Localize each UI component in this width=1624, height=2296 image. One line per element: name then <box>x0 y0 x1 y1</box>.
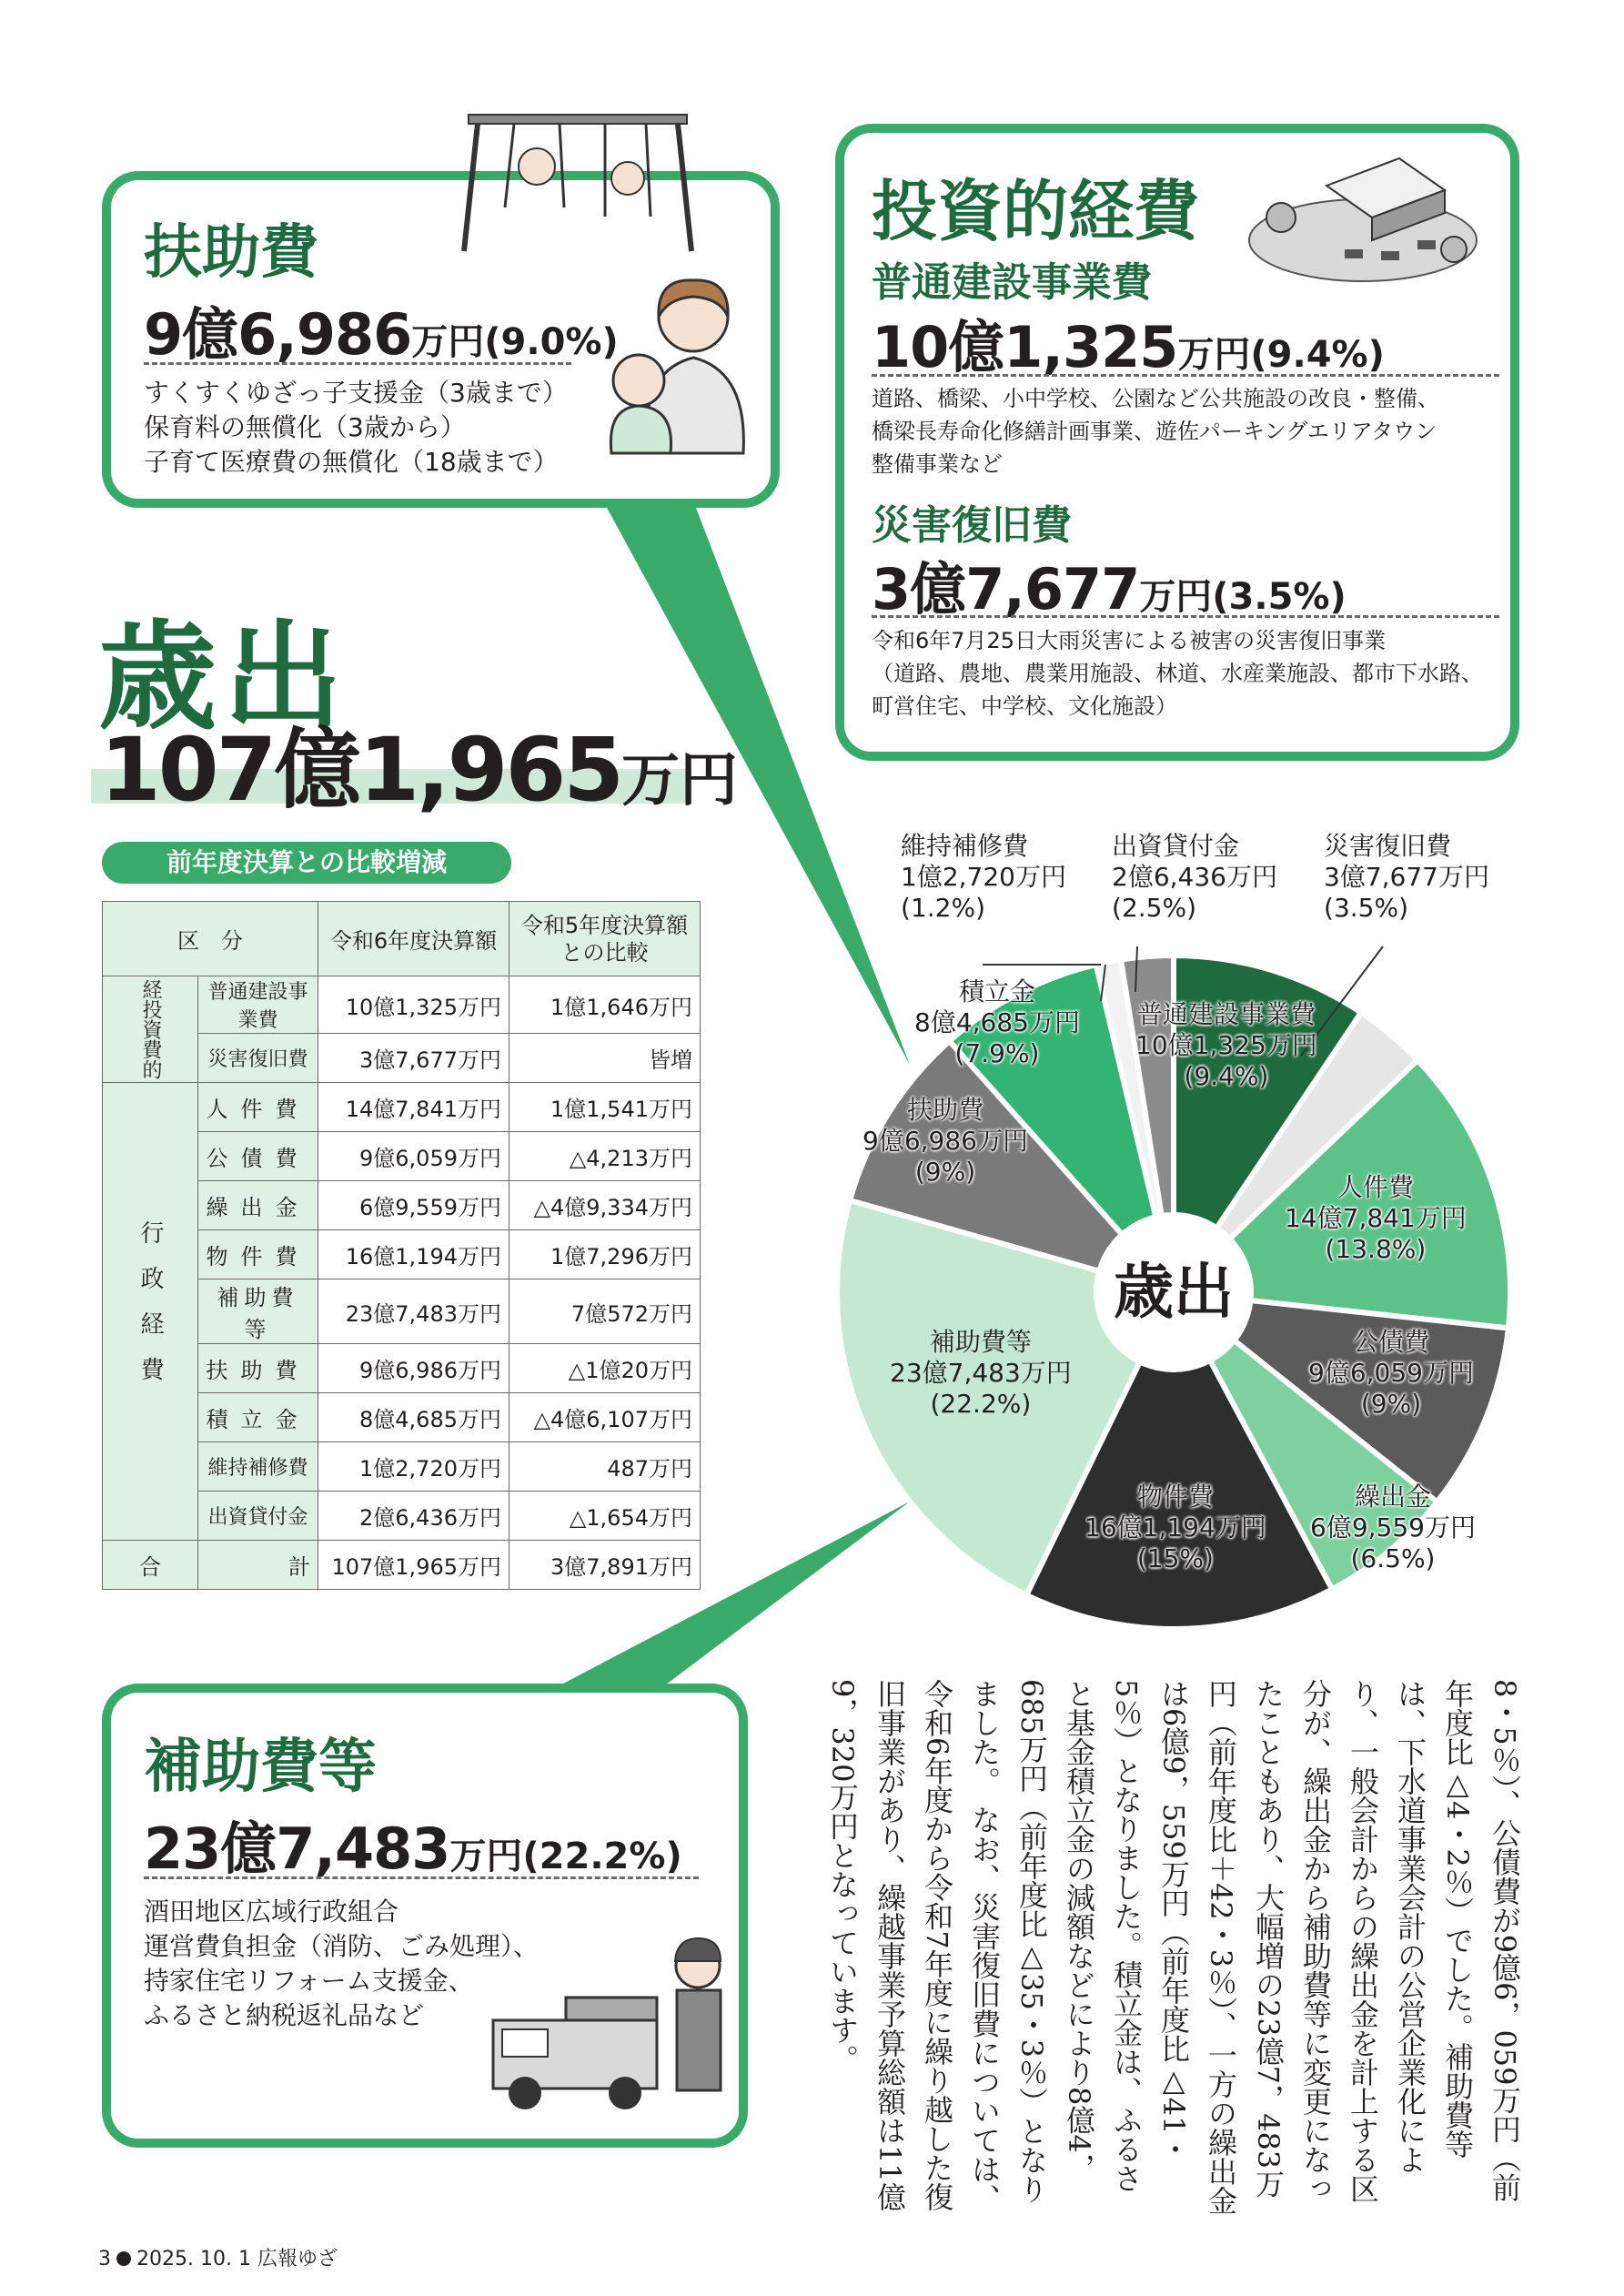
header-r5-compare: 令和5年度決算額との比較 <box>509 902 701 976</box>
swing-illustration <box>459 107 696 253</box>
kensetsu-divider <box>872 374 1499 377</box>
table-total-row: 合 計 107億1,965万円 3億7,891万円 <box>103 1541 701 1590</box>
kensetsu-title: 普通建設事業費 <box>872 259 1152 306</box>
fire-truck-illustration <box>475 1925 739 2129</box>
hojo-callout <box>102 1684 748 2148</box>
table-row: 出資貸付金 2億6,436万円 △1,654万円 <box>103 1492 701 1541</box>
table-row: 災害復旧費 3億7,677万円 皆増 <box>103 1034 701 1083</box>
table-title: 前年度決算との比較増減 <box>102 842 511 884</box>
fuzyo-divider <box>144 362 571 365</box>
table-row: 補助費等 23億7,483万円 7億572万円 <box>103 1279 701 1344</box>
hojo-title: 補助費等 <box>144 1734 377 1801</box>
toushi-callout <box>835 124 1519 761</box>
group-admin: 行政経費 <box>103 1083 198 1541</box>
hojo-divider <box>144 1876 699 1879</box>
saigai-title: 災害復旧費 <box>872 502 1072 549</box>
pie-label-futsuu: 普通建設事業費 10億1,325万円 (9.4%) <box>1135 999 1317 1091</box>
body-text: 8・5％）、公債費が9億6，059万円（前年度比△4・2％）でした。補助費等は、下水道事業会計の公営企業化により、一般会計からの繰出金を計上する区分が、繰出金から補助費等に変更になったこともあり、大幅増の23億7，483万円（前年度比＋42・3％）、一方の繰出金は6億9，559万円（前年度比△41・5％）となりました。積立金は、ふるさと基金積立金の減額などにより8億4，685万円（前年度比△35・3％）となりました。 なお、災害復旧費については、令和6年度から令和7年度に繰り越した復旧事業があり、繰越事業予算総額は11億9，320万円となっています。 <box>825 1679 1522 2216</box>
pie-label-bukken: 物件費 16億1,194万円 (15%) <box>1084 1482 1266 1573</box>
header-r6: 令和6年度決算額 <box>318 902 509 976</box>
kensetsu-description: 道路、橋梁、小中学校、公園など公共施設の改良・整備、 橋梁長寿命化修繕計画事業、遊佐パーキングエリアタウン 整備事業など <box>872 386 1439 477</box>
pie-label-saigai: 災害復旧費 3億7,677万円 (3.5%) <box>1324 831 1489 923</box>
hojo-description: 酒田地区広域行政組合 運営費負担金（消防、ごみ処理）、 持家住宅リフォーム支援金、 ふるさと納税返礼品など <box>144 1896 540 2030</box>
pie-label-kousai: 公債費 9億6,059万円 (9%) <box>1308 1327 1474 1419</box>
toushi-title: 投資的経費 <box>872 173 1200 249</box>
page-footer <box>98 2243 338 2271</box>
pie-label-kuridashi: 繰出金 6億9,559万円 (6.5%) <box>1310 1482 1476 1573</box>
expenditure-total: 107億1,965万円 <box>100 719 739 821</box>
fuzyo-description: すくすくゆざっ子支援金（3歳まで） 保育料の無償化（3歳から） 子育て医療費の無償化（18歳まで） <box>144 378 568 477</box>
group-investment: 経投資費的 <box>103 976 198 1083</box>
expenditure-heading: 歳出 <box>98 608 350 746</box>
pie-label-jinken: 人件費 14億7,841万円 (13.8%) <box>1285 1172 1467 1264</box>
comparison-table <box>102 901 701 1590</box>
table-row: 経投資費的 普通建設事業費 10億1,325万円 1億1,646万円 <box>103 976 701 1034</box>
fuzyo-title: 扶助費 <box>144 219 318 287</box>
table-row: 積立金 8億4,685万円 △4億6,107万円 <box>103 1393 701 1442</box>
table-header-row <box>103 902 701 976</box>
fuzyo-amount: 9億6,986万円(9.0%) <box>144 301 619 368</box>
footer-dot-icon <box>116 2251 131 2266</box>
table-row: 行政経費 人件費 14億7,841万円 1億1,541万円 <box>103 1083 701 1132</box>
pie-center-label: 歳出 <box>1114 1257 1234 1327</box>
pie-label-fuzyo: 扶助費 9億6,986万円 (9%) <box>862 1095 1028 1187</box>
pie-label-hojo: 補助費等 23億7,483万円 (22.2%) <box>890 1327 1072 1419</box>
publication-name: 広報ゆざ <box>257 2248 338 2271</box>
table-row: 繰出金 6億9,559万円 △4億9,334万円 <box>103 1181 701 1230</box>
parking-area-illustration <box>1245 149 1499 286</box>
hojo-amount: 23億7,483万円(22.2%) <box>144 1816 682 1882</box>
saigai-amount: 3億7,677万円(3.5%) <box>872 556 1347 622</box>
pie-label-shusshi: 出資貸付金 2億6,436万円 (2.5%) <box>1112 831 1277 923</box>
kensetsu-amount: 10億1,325万円(9.4%) <box>872 314 1385 380</box>
issue-date: 2025. 10. 1 <box>136 2248 251 2271</box>
mother-child-illustration <box>584 271 766 480</box>
header-category: 区 分 <box>103 902 318 976</box>
saigai-divider <box>872 615 1499 618</box>
table-row: 扶助費 9億6,986万円 △1億20万円 <box>103 1344 701 1393</box>
table-row: 公債費 9億6,059万円 △4,213万円 <box>103 1132 701 1181</box>
table-row: 維持補修費 1億2,720万円 487万円 <box>103 1442 701 1492</box>
page-number: 3 <box>98 2248 111 2271</box>
table-row: 物件費 16億1,194万円 1億7,296万円 <box>103 1230 701 1279</box>
pie-label-tsumitate: 積立金 8億4,685万円 (7.9%) <box>914 976 1080 1068</box>
pie-label-iji: 維持補修費 1億2,720万円 (1.2%) <box>901 831 1066 923</box>
saigai-description: 令和6年7月25日大雨災害による被害の災害復旧事業 （道路、農地、農業用施設、林道、水産業施設、都市下水路、 町営住宅、中学校、文化施設） <box>872 628 1483 719</box>
